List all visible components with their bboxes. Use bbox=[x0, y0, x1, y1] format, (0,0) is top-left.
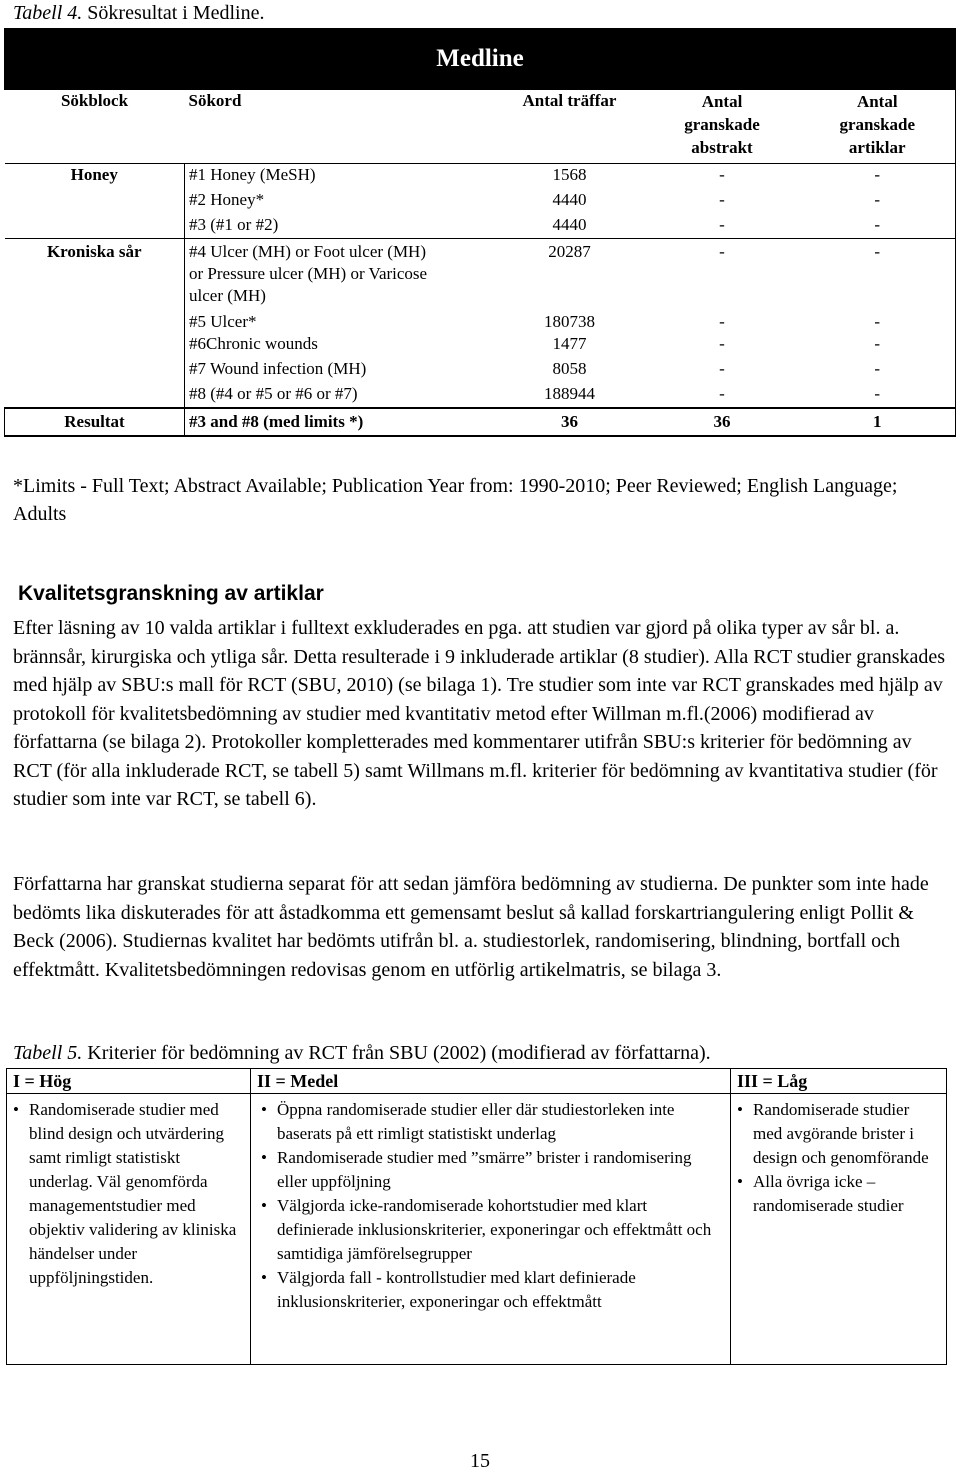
row-keyword: #2 Honey* bbox=[185, 189, 495, 214]
row-articles: - bbox=[800, 164, 956, 189]
list-item: • Öppna randomiserade studier eller där studiestorleken inte baserats på ett rimligt statistiskt underlag bbox=[261, 1100, 675, 1143]
row-block bbox=[5, 307, 185, 333]
row-block bbox=[5, 383, 185, 408]
row-block bbox=[5, 214, 185, 239]
table-band-row bbox=[5, 29, 956, 90]
row-abstracts: - bbox=[719, 359, 725, 378]
row-hits: 8058 bbox=[552, 359, 587, 378]
table-row bbox=[5, 214, 956, 239]
criteria-header-row bbox=[7, 1069, 947, 1094]
header-medium: II = Medel bbox=[251, 1069, 731, 1094]
bullet-icon: • bbox=[261, 1196, 267, 1215]
list-item: • Välgjorda fall - kontrollstudier med klart definierade inklusionskriterier, exponeringar och effektmått bbox=[261, 1268, 636, 1311]
row-keyword: #3 (#1 or #2) bbox=[185, 214, 495, 239]
table5-title: Kriterier för bedömning av RCT från SBU (2002) (modifierad av författarna). bbox=[82, 1042, 711, 1064]
paragraph-quality-review: Efter läsning av 10 valda artiklar i fulltext exkluderades en pga. att studien var gjord på olika typer av sår bl. a. brännsår, kirurgiska och ytliga sår. Detta resulterade i 9 inkluderade artiklar (8 studier). Alla RCT studier granskades med hjälp av SBU:s mall för RCT (SBU, 2010) (se bilaga 1). Tre studier som inte var RCT granskades med hjälp av protokoll för kvalitetsbedömning av studier med kvantitativ metod efter Willman m.fl.(2006) modifierad av författarna (se bilaga 2). Protokoller kompletterades med kommentarer utifrån SBU:s kriterier för bedömning av RCT (för alla inkluderade RCT, se tabell 5) samt Willmans m.fl. kriterier för bedömning av kvantitativa studier (för studier som inte var RCT, se tabell 6). bbox=[13, 617, 946, 810]
row-articles: - bbox=[800, 239, 956, 308]
result-abstracts: 36 bbox=[645, 408, 800, 436]
row-articles: - bbox=[800, 307, 956, 333]
result-hits: 36 bbox=[495, 408, 645, 436]
row-block: Kroniska sår bbox=[46, 242, 142, 261]
row-hits: 4440 bbox=[552, 214, 587, 234]
row-articles: - bbox=[800, 383, 956, 408]
row-articles: - bbox=[800, 189, 956, 214]
row-block: Honey bbox=[70, 165, 118, 184]
list-item: • Randomiserade studier med avgörande brister i design och genomförande bbox=[737, 1100, 929, 1167]
table-row bbox=[5, 333, 956, 358]
table-row bbox=[5, 164, 956, 189]
medline-results-table bbox=[4, 28, 956, 437]
header-block: Sökblock bbox=[5, 90, 185, 164]
row-hits: 1477 bbox=[552, 334, 587, 353]
row-keyword: #4 Ulcer (MH) or Foot ulcer (MH) or Pressure ulcer (MH) or Varicose ulcer (MH) bbox=[185, 239, 495, 308]
table5-label: Tabell 5. bbox=[13, 1042, 83, 1064]
row-hits: 188944 bbox=[544, 384, 595, 403]
row-keyword: #7 Wound infection (MH) bbox=[185, 358, 495, 383]
bullet-icon: • bbox=[261, 1268, 267, 1287]
rct-criteria-table bbox=[6, 1068, 947, 1365]
table-row bbox=[5, 189, 956, 214]
result-keyword: #3 and #8 (med limits *) bbox=[185, 408, 495, 436]
table4-label: Tabell 4. bbox=[13, 2, 83, 24]
header-abstracts: Antal granskade abstrakt bbox=[645, 90, 800, 164]
row-hits: 20287 bbox=[548, 242, 591, 261]
bullet-icon: • bbox=[261, 1148, 267, 1167]
table5-caption bbox=[13, 1040, 711, 1066]
result-articles: 1 bbox=[800, 408, 956, 436]
row-hits: 180738 bbox=[544, 312, 595, 331]
bullet-icon: • bbox=[261, 1100, 267, 1119]
table-row bbox=[5, 307, 956, 333]
row-block bbox=[5, 358, 185, 383]
row-keyword: #1 Honey (MeSH) bbox=[185, 164, 495, 189]
list-item: • Välgjorda icke-randomiserade kohortstudier med klart definierade inklusionskriterier, exponeringar och effektmått och samtidiga jämförelsegrupper bbox=[261, 1196, 712, 1263]
limits-note: *Limits - Full Text; Abstract Available; Publication Year from: 1990-2010; Peer Reviewed; English Language; Adults bbox=[13, 475, 898, 525]
result-block: Resultat bbox=[5, 408, 185, 436]
row-articles: - bbox=[800, 214, 956, 239]
page-number: 15 bbox=[470, 1450, 490, 1472]
header-hits: Antal träffar bbox=[495, 90, 645, 164]
header-articles: Antal granskade artiklar bbox=[800, 90, 956, 164]
table-row bbox=[5, 239, 956, 308]
row-abstracts: - bbox=[719, 242, 725, 261]
row-keyword: #6Chronic wounds bbox=[185, 333, 495, 358]
row-hits: 1568 bbox=[552, 165, 587, 184]
row-abstracts: - bbox=[719, 334, 725, 353]
row-abstracts: - bbox=[719, 165, 725, 184]
list-item: • Randomiserade studier med blind design och utvärdering samt rimligt statistiskt underlag. Väl genomförda managementstudier med objektiv validering av kliniska händelser under uppföljningstiden. bbox=[13, 1100, 237, 1287]
list-item: • Alla övriga icke – randomiserade studier bbox=[737, 1172, 904, 1215]
table-row bbox=[5, 383, 956, 408]
row-abstracts: - bbox=[719, 384, 725, 403]
table-row bbox=[5, 358, 956, 383]
row-hits: 4440 bbox=[552, 189, 587, 209]
bullet-icon: • bbox=[13, 1100, 19, 1119]
row-block bbox=[5, 333, 185, 358]
header-low: III = Låg bbox=[731, 1069, 947, 1094]
row-block bbox=[5, 189, 185, 214]
criteria-high-cell bbox=[7, 1094, 251, 1365]
header-keyword: Sökord bbox=[185, 90, 495, 164]
section-heading: Kvalitetsgranskning av artiklar bbox=[18, 582, 324, 605]
column-header-row bbox=[5, 90, 956, 164]
row-keyword: #8 (#4 or #5 or #6 or #7) bbox=[185, 383, 495, 408]
header-high: I = Hög bbox=[7, 1069, 251, 1094]
row-abstracts: - bbox=[719, 312, 725, 331]
row-keyword: #5 Ulcer* bbox=[185, 307, 495, 333]
row-abstracts: - bbox=[719, 214, 725, 234]
table4-caption bbox=[13, 0, 264, 26]
criteria-low-cell bbox=[731, 1094, 947, 1365]
result-row bbox=[5, 408, 956, 436]
criteria-body-row bbox=[7, 1094, 947, 1365]
row-articles: - bbox=[800, 333, 956, 358]
row-articles: - bbox=[800, 358, 956, 383]
table4-title: Sökresultat i Medline. bbox=[87, 2, 265, 24]
bullet-icon: • bbox=[737, 1172, 743, 1191]
bullet-icon: • bbox=[737, 1100, 743, 1119]
criteria-medium-cell bbox=[251, 1094, 731, 1365]
paragraph-author-review: Författarna har granskat studierna separat för att sedan jämföra bedömning av studierna. De punkter som inte hade bedömts lika diskuterades för att åstadkomma ett gemensamt beslut så kallad forskartriangulering enligt Pollit & Beck (2006). Studiernas kvalitet har bedömts utifrån bl. a. studiestorlek, randomisering, blindning, bortfall och effektmått. Kvalitetsbedömningen redovisas genom en utförlig artikelmatris, se bilaga 3. bbox=[13, 873, 929, 981]
list-item: • Randomiserade studier med ”smärre” brister i randomisering eller uppföljning bbox=[261, 1148, 692, 1191]
medline-band-title: Medline bbox=[5, 29, 956, 90]
row-abstracts: - bbox=[719, 189, 725, 209]
